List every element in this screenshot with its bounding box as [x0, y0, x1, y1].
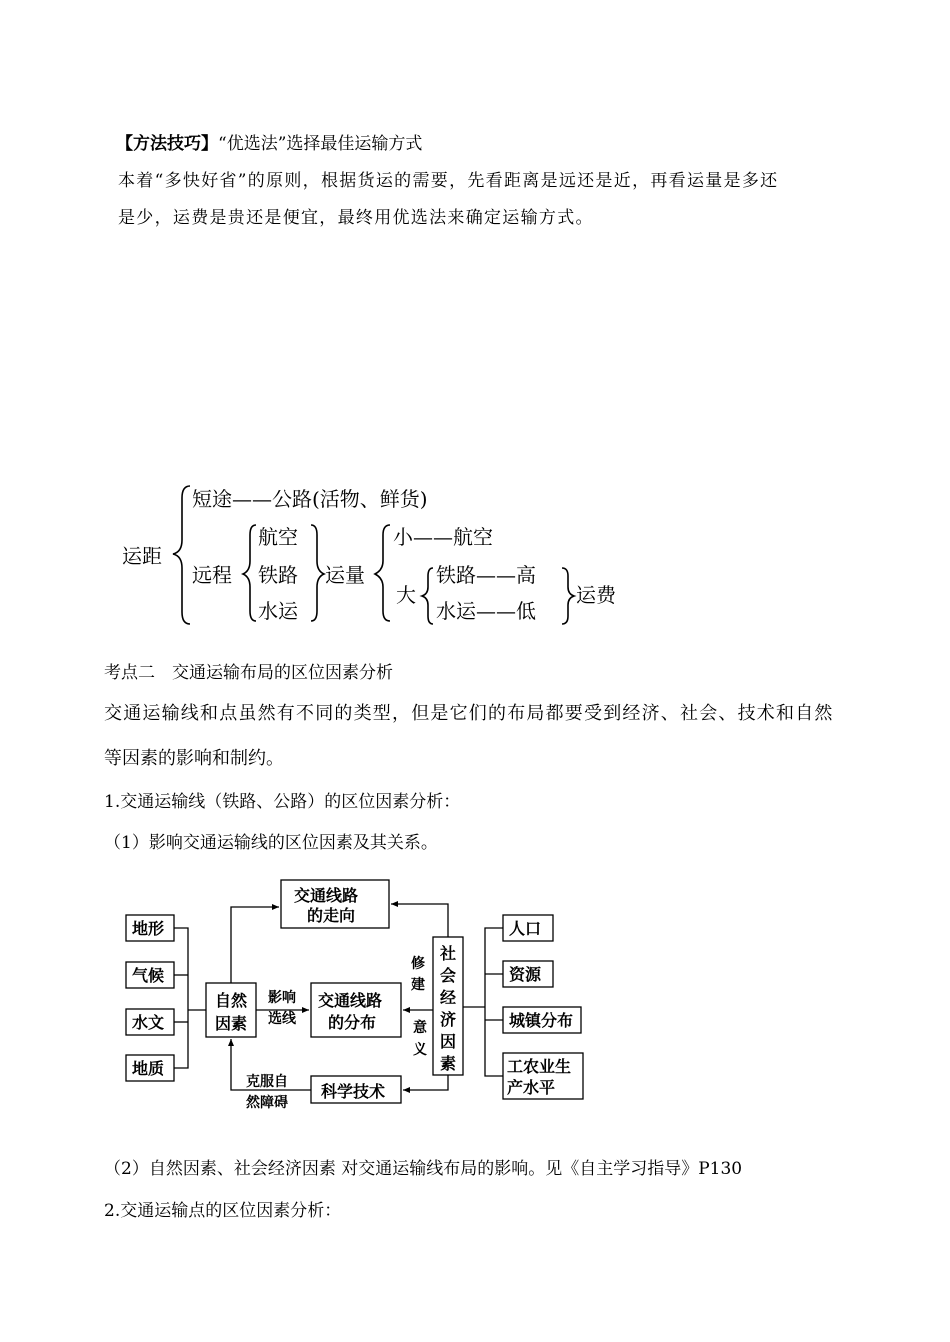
d2-overcome-line2: 然障碍 — [246, 1095, 288, 1111]
d2-distribution-line1: 交通线路 — [318, 991, 383, 1010]
d2-direction-line1: 交通线路 — [294, 886, 359, 905]
d1-mode-water: 水运 — [258, 599, 298, 623]
location-factor-diagram — [118, 873, 598, 1113]
d2-meaning-2: 义 — [413, 1042, 427, 1058]
d2-population: 人口 — [509, 919, 542, 938]
d2-terrain: 地形 — [132, 919, 165, 938]
d2-socio-3: 经 — [440, 988, 457, 1007]
section2-title: 考点二 交通运输布局的区位因素分析 — [104, 663, 393, 683]
d1-large: 大 — [396, 583, 416, 607]
section2-intro-line2: 等因素的影响和制约。 — [104, 748, 284, 769]
method-subtitle: “优选法”选择最佳运输方式 — [218, 134, 423, 154]
d2-socio-6: 素 — [440, 1054, 457, 1073]
d1-root: 运距 — [122, 544, 162, 568]
d1-short: 短途——公路(活物、鲜货) — [192, 487, 428, 511]
d2-build-2: 建 — [411, 977, 425, 993]
d2-natural-line1: 自然 — [215, 991, 248, 1010]
d2-socio-2: 会 — [440, 966, 457, 985]
section2-item1-sub1: （1）影响交通运输线的区位因素及其关系。 — [104, 833, 438, 853]
transport-choice-diagram — [110, 478, 650, 633]
d2-socio-1: 社 — [440, 944, 457, 963]
section2-item2: 2.交通运输点的区位因素分析： — [104, 1201, 342, 1221]
d2-direction-line2: 的走向 — [307, 906, 356, 925]
d1-volume: 运量 — [325, 563, 365, 587]
method-heading-line — [116, 129, 422, 154]
d2-effect-line1: 影响 — [268, 990, 296, 1006]
section2-item1-sub2: （2）自然因素、社会经济因素 对交通运输线布局的影响。见《自主学习指导》P130 — [104, 1159, 743, 1179]
d1-large-rail: 铁路——高 — [436, 563, 536, 587]
d2-meaning-1: 意 — [413, 1020, 427, 1036]
d1-large-water: 水运——低 — [436, 599, 536, 623]
d2-agri-line2: 产水平 — [507, 1078, 556, 1097]
section2-intro-line1: 交通运输线和点虽然有不同的类型，但是它们的布局都要受到经济、社会、技术和自然 — [104, 703, 834, 724]
d1-mode-air: 航空 — [258, 525, 298, 549]
d1-long: 远程 — [192, 563, 232, 587]
d2-towns: 城镇分布 — [509, 1011, 574, 1030]
d2-resources: 资源 — [509, 965, 542, 984]
d2-socio-5: 因 — [440, 1032, 457, 1051]
method-paragraph-line2: 是少，运费是贵还是便宜，最终用优选法来确定运输方式。 — [118, 208, 594, 228]
d2-natural-line2: 因素 — [215, 1014, 248, 1033]
d2-tech: 科学技术 — [321, 1082, 386, 1101]
method-heading: 【方法技巧】 — [116, 134, 218, 154]
d2-socio-4: 济 — [440, 1010, 457, 1029]
d2-climate: 气候 — [132, 966, 165, 985]
d2-build-1: 修 — [411, 956, 425, 972]
d1-mode-rail: 铁路 — [258, 563, 298, 587]
d2-agri-line1: 工农业生 — [507, 1057, 572, 1076]
d2-overcome-line1: 克服自 — [246, 1074, 288, 1090]
d2-effect-line2: 选线 — [268, 1011, 296, 1027]
d2-hydrology: 水文 — [132, 1013, 165, 1032]
method-paragraph-line1: 本着“多快好省”的原则，根据货运的需要，先看距离是远还是近，再看运量是多还 — [118, 171, 779, 191]
d2-distribution-line2: 的分布 — [328, 1013, 377, 1032]
d1-small: 小——航空 — [393, 525, 493, 549]
section2-item1: 1.交通运输线（铁路、公路）的区位因素分析： — [104, 792, 461, 812]
d2-geology: 地质 — [132, 1059, 165, 1078]
d1-cost: 运费 — [576, 583, 616, 607]
